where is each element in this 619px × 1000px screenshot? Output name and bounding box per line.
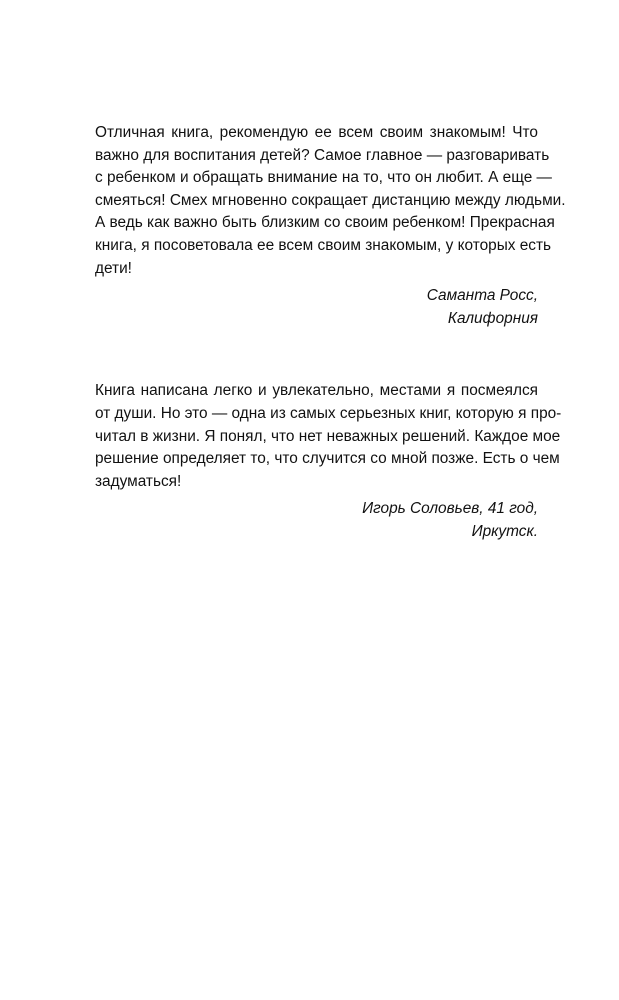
review-1-line-2: важно для воспитания детей? Самое главное — разговаривать	[95, 146, 550, 164]
review-2-line-4: решение определяет то, что случится со мной позже. Есть о чем	[95, 450, 560, 468]
review-2-line-3: читал в жизни. Я понял, что нет неважных решений. Каждое мое	[95, 427, 561, 445]
review-1-place: Калифорния	[447, 309, 538, 327]
review-1-author: Саманта Росс,	[426, 287, 538, 305]
review-2-line-1: Книга написана легко и увлекательно, местами я посмеялся	[95, 382, 538, 400]
review-2	[95, 380, 562, 543]
review-1	[95, 122, 566, 330]
page-content	[95, 122, 566, 544]
review-2-signature	[95, 498, 538, 543]
review-2-text	[95, 380, 562, 493]
review-1-text	[95, 122, 566, 280]
review-1-line-6: книга, я посоветовала ее всем своим знакомым, у которых есть	[95, 236, 552, 254]
review-1-signature	[95, 285, 538, 330]
review-1-line-4: смеяться! Смех мгновенно сокращает дистанцию между людьми.	[95, 191, 566, 209]
review-1-line-3: с ребенком и обращать внимание на то, что он любит. А еще —	[95, 169, 552, 187]
review-2-line-2: от души. Но это — одна из самых серьезных книг, которую я про-	[95, 404, 562, 422]
review-1-line-1: Отличная книга, рекомендую ее всем своим знакомым! Что	[95, 124, 538, 141]
review-1-line-7: дети!	[95, 259, 132, 277]
review-2-place: Иркутск.	[471, 522, 538, 540]
review-2-line-5: задуматься!	[95, 472, 182, 490]
review-1-line-5: А ведь как важно быть близким со своим ребенком! Прекрасная	[95, 214, 555, 232]
review-2-author: Игорь Соловьев, 41 год,	[362, 500, 538, 518]
